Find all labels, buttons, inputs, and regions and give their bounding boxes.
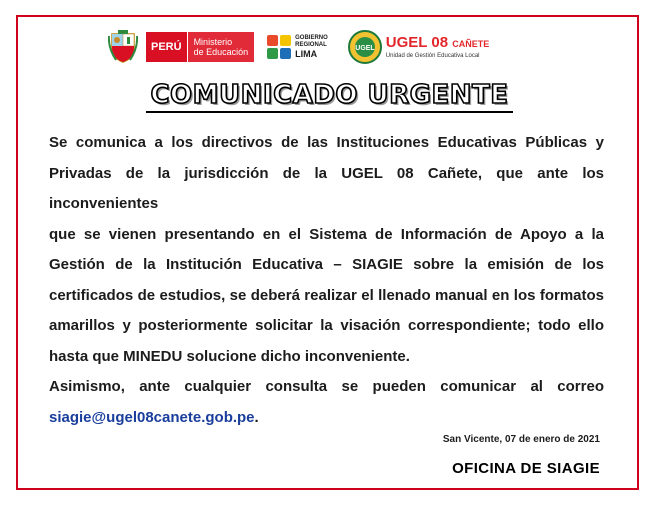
body-line: hasta que MINEDU solucione dicho inconveniente. (49, 347, 410, 365)
email-line (49, 403, 604, 434)
gobierno-lima-emblem-icon (266, 34, 292, 60)
ugel-seal-text: UGEL (355, 45, 375, 52)
ugel-title (386, 35, 489, 52)
peru-label: PERÚ (146, 32, 187, 62)
communique-body (49, 128, 604, 433)
email-suffix: . (254, 408, 259, 426)
body-line: certificados de estudios, se deberá realizar el llenado manual en los formatos (49, 286, 604, 304)
ugel-08-canete-logo (348, 30, 489, 64)
gobierno-regional-lima-logo (266, 34, 328, 60)
body-line: Privadas de la jurisdicción de la UGEL 08 Cañete, que ante los inconvenientes (49, 164, 604, 212)
body-line: Gestión de la Institución Educativa – SIAGIE sobre la emisión de los (49, 256, 604, 273)
ministry-label (187, 32, 255, 62)
page-title: COMUNICADO URGENTE (146, 80, 512, 113)
email-link[interactable]: siagie@ugel08canete.gob.pe (49, 408, 255, 426)
gob-line-2: REGIONAL (295, 42, 327, 48)
peru-coat-of-arms-icon (108, 30, 138, 64)
body-line: Asimismo, ante cualquier consulta se pueden comunicar al correo (49, 378, 604, 395)
ugel-city: CAÑETE (452, 38, 490, 49)
ugel-subtitle: Unidad de Gestión Educativa Local (385, 52, 480, 59)
heading-container (0, 80, 659, 113)
ministry-line-2: de Educación (193, 47, 249, 57)
ugel-seal-icon (348, 30, 382, 64)
gob-line-3: LIMA (295, 49, 318, 59)
ministry-of-education-logo (146, 32, 254, 62)
ugel-title-text: UGEL 08 (385, 33, 449, 51)
gob-line-1: GOBIERNO (295, 35, 328, 41)
body-line: que se vienen presentando en el Sistema de Información de Apoyo a la (49, 225, 604, 243)
body-line: Se comunica a los directivos de las Instituciones Educativas Públicas y (49, 134, 604, 151)
date-line: San Vicente, 07 de enero de 2021 (442, 434, 600, 445)
body-line: amarillos y posteriormente solicitar la visación correspondiente; todo ello (49, 317, 604, 334)
ministry-line-1: Ministerio (193, 37, 233, 47)
office-signature: OFICINA DE SIAGIE (452, 460, 600, 477)
logo-bar (108, 29, 548, 65)
